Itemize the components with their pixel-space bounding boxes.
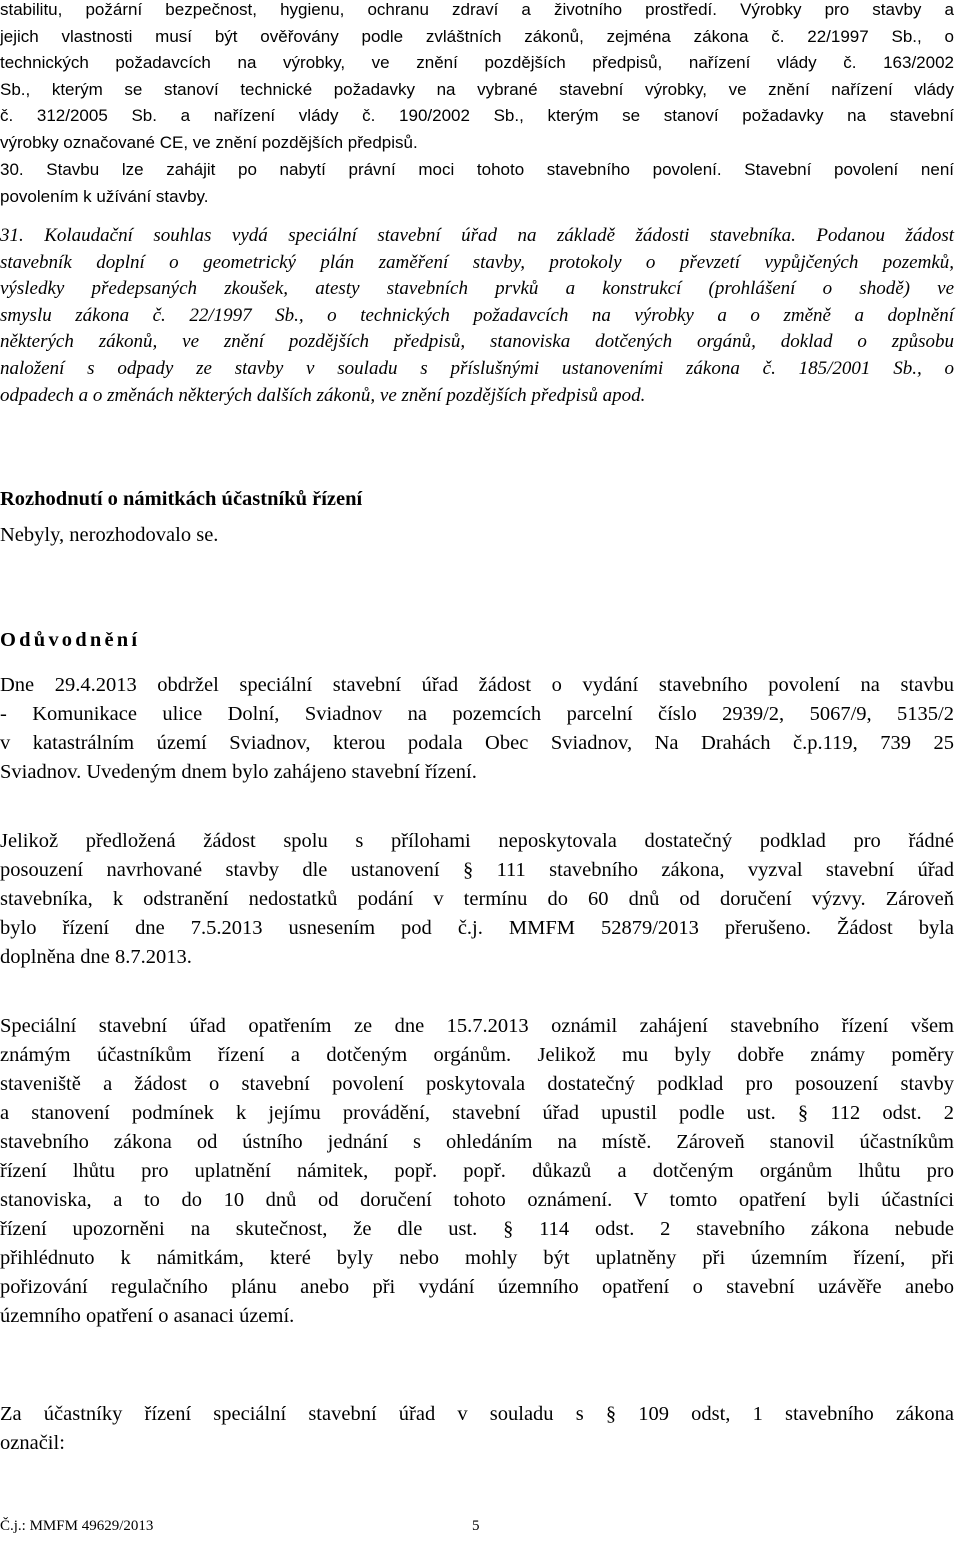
footer-reference: Č.j.: MMFM 49629/2013 (0, 1518, 154, 1534)
text-line: řízení lhůtu pro uplatnění námitek, popř. popř. důkazů a dotčeným orgánům lhůtu pro (0, 1160, 954, 1182)
intro-paragraph (0, 0, 954, 157)
text-line: výrobky označované CE, ve znění pozdějších předpisů. (0, 132, 418, 152)
objections-text (0, 521, 954, 550)
text-line: v katastrálním území Sviadnov, kterou podala Obec Sviadnov, Na Drahách č.p.119, 739 25 (0, 732, 954, 754)
reasoning-heading: Odůvodnění (0, 629, 141, 651)
text-line: smyslu zákona č. 22/1997 Sb., o technických požadavcích na výrobky a o změně a doplnění (0, 304, 954, 326)
text-line: Jelikož předložená žádost spolu s přílohami neposkytovala dostatečný podklad pro řádné (0, 830, 954, 852)
text-line: stabilitu, požární bezpečnost, hygienu, ochranu zdraví a životního prostředí. Výrobky pro stavby a (0, 0, 954, 19)
text-line: stanoviska, a to do 10 dnů od doručení tohoto oznámení. V tomto opatření byli účastníci (0, 1189, 954, 1211)
text-line: stavebníka, k odstranění nedostatků podání v termínu do 60 dnů od doručení výzvy. Zároveň (0, 888, 954, 910)
page-number: 5 (472, 1518, 480, 1534)
objections-heading: Rozhodnutí o námitkách účastníků řízení (0, 488, 363, 510)
text-line: pořizování regulačního plánu anebo při vydání územního opatření o stavební uzávěře anebo (0, 1276, 954, 1298)
reasoning-paragraph-4 (0, 1400, 954, 1458)
condition-31 (0, 223, 954, 409)
text-line: označil: (0, 1432, 65, 1454)
reasoning-paragraph-1 (0, 671, 954, 787)
reasoning-paragraph-2 (0, 827, 954, 972)
text-line: povolením k užívání stavby. (0, 186, 209, 206)
text-line: výsledky předepsaných zkoušek, atesty stavebních prvků a konstrukcí (prohlášení o shodě) ve (0, 278, 954, 300)
text-line: bylo řízení dne 7.5.2013 usnesením pod č.j. MMFM 52879/2013 přerušeno. Žádost byla (0, 917, 954, 939)
text-line: Za účastníky řízení speciální stavební úřad v souladu s § 109 odst, 1 stavebního zákona (0, 1403, 954, 1425)
text-line: a stanovení podmínek k jejímu provádění, stavební úřad upustil podle ust. § 112 odst. 2 (0, 1102, 954, 1124)
text-line: stavebník doplní o geometrický plán zaměření stavby, protokoly o převzetí vypůjčených pozemků, (0, 251, 954, 273)
text-line: naložení s odpady ze stavby v souladu s příslušnými ustanoveními zákona č. 185/2001 Sb., o (0, 357, 954, 379)
text-line: Sviadnov. Uvedeným dnem bylo zahájeno stavební řízení. (0, 761, 477, 783)
text-line: řízení upozorněni na skutečnost, že dle ust. § 114 odst. 2 stavebního zákona nebude (0, 1218, 954, 1240)
reasoning-paragraph-3 (0, 1012, 954, 1331)
text-line: doplněna dne 8.7.2013. (0, 946, 192, 968)
text-line: některých zákonů, ve znění pozdějších předpisů, stanoviska dotčených orgánů, doklad o způsobu (0, 331, 954, 353)
text-line: 31. Kolaudační souhlas vydá speciální stavební úřad na základě žádosti stavebníka. Podanou žádost (0, 225, 954, 246)
text-line: technických požadavcích na výrobky, ve znění pozdějších předpisů, nařízení vlády č. 163/2002 (0, 53, 954, 73)
text-line: známým účastníkům řízení a dotčeným orgánům. Jelikož mu byly dobře známy poměry (0, 1044, 954, 1066)
condition-30 (0, 157, 954, 210)
text-line: přihlédnuto k námitkám, které byly nebo mohly být uplatněny při územním řízení, při (0, 1247, 954, 1269)
text-line: Speciální stavební úřad opatřením ze dne 15.7.2013 oznámil zahájení stavebního řízení všem (0, 1015, 954, 1037)
text-line: odpadech a o změnách některých dalších zákonů, ve znění pozdějších předpisů apod. (0, 384, 646, 406)
text-line: územního opatření o asanaci území. (0, 1305, 295, 1327)
text-line: jejich vlastnosti musí být ověřovány podle zvláštních zákonů, zejména zákona č. 22/1997 Sb., o (0, 26, 954, 46)
text-line: posouzení navrhované stavby dle ustanovení § 111 stavebního zákona, vyzval stavební úřad (0, 859, 954, 881)
text-line: Dne 29.4.2013 obdržel speciální stavební úřad žádost o vydání stavebního povolení na stavbu (0, 674, 954, 696)
text-line: - Komunikace ulice Dolní, Sviadnov na pozemcích parcelní číslo 2939/2, 5067/9, 5135/2 (0, 703, 954, 725)
text-line: stavebního zákona od ústního jednání s ohledáním na místě. Zároveň stanovil účastníkům (0, 1131, 954, 1153)
text-line: staveniště a žádost o stavební povolení poskytovala dostatečný podklad pro posouzení stavby (0, 1073, 954, 1095)
text-line: č. 312/2005 Sb. a nařízení vlády č. 190/2002 Sb., kterým se stanoví požadavky na stavební (0, 106, 954, 126)
text-line: Nebyly, nerozhodovalo se. (0, 524, 219, 546)
text-line: 30. Stavbu lze zahájit po nabytí právní moci tohoto stavebního povolení. Stavební povolení není (0, 160, 954, 179)
text-line: Sb., kterým se stanoví technické požadavky na vybrané stavební výrobky, ve znění nařízení vlády (0, 79, 954, 99)
